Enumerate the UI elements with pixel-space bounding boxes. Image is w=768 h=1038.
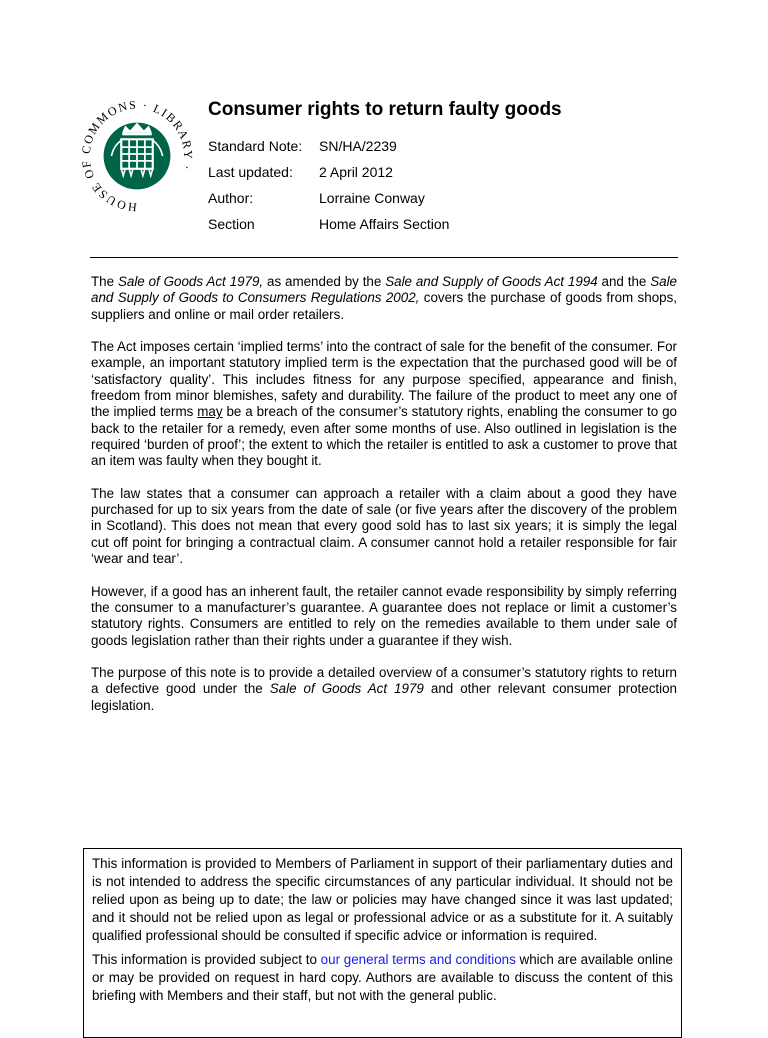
meta-value: 2 April 2012 bbox=[319, 164, 393, 180]
text-run: as amended by the bbox=[263, 274, 386, 289]
underlined-term: may bbox=[197, 404, 223, 420]
text-run: and other relevant consumer protection legislation. bbox=[91, 681, 678, 713]
meta-row-section bbox=[208, 214, 449, 240]
meta-label: Author: bbox=[208, 190, 254, 206]
text-run: and the bbox=[597, 274, 651, 289]
meta-label: Last updated: bbox=[208, 164, 293, 180]
page-title: Consumer rights to return faulty goods bbox=[208, 99, 562, 120]
paragraph-5 bbox=[91, 665, 677, 714]
meta-value: SN/HA/2239 bbox=[319, 138, 397, 154]
text-run: The Act imposes certain ‘implied terms’ into the contract of sale for the benefit of the consumer. For example, an important statutory implied term is the expectation that the purchased good will be of ‘satisfactory quality’. This includes fitness for any purpose specified, appearance and finish, freedom from minor blemishes, safety and durability. The failure of the product to meet any one of the implied terms bbox=[91, 339, 677, 420]
text-run: The bbox=[91, 274, 118, 289]
meta-row-author bbox=[208, 188, 449, 214]
meta-row-last-updated bbox=[208, 162, 449, 188]
logo-ring-text: HOUSE OF COMMONS · LIBRARY · bbox=[78, 97, 196, 215]
paragraph-1 bbox=[91, 274, 677, 323]
text-run: be a breach of the consumer’s statutory rights, enabling the consumer to go back to the retailer for a remedy, even after some months of use. Also outlined in legislation is the required ‘burden of proof’; the extent to which the retailer is entitled to ask a customer to prove that an item was faulty when they bought it. bbox=[91, 404, 677, 469]
paragraph-3: The law states that a consumer can approach a retailer with a claim about a good they have purchased for up to six years from the date of sale (or five years after the discovery of the problem in Scotland). This does not mean that every good sold has to last six years; it is simply the legal cut off point for bringing a contractual claim. A consumer cannot hold a retailer responsible for fair ‘wear and tear’. bbox=[91, 485, 677, 567]
text-run: This information is provided subject to bbox=[92, 952, 321, 967]
meta-value: Lorraine Conway bbox=[319, 190, 425, 206]
paragraph-4: However, if a good has an inherent fault, the retailer cannot evade responsibility by simply referring the consumer to a manufacturer’s guarantee. A guarantee does not replace or limit a customer’s statutory rights. Consumers are entitled to rely on the remedies available to them under sale of goods legislation rather than their rights under a guarantee if they wish. bbox=[91, 583, 677, 648]
paragraph-2 bbox=[91, 339, 677, 469]
act-title: Sale of Goods Act 1979 bbox=[269, 681, 424, 697]
text-run: which are available online or may be provided on request in hard copy. Authors are available to discuss the content of this briefing with Members and their staff, but not with the general public. bbox=[92, 952, 673, 1003]
meta-label: Standard Note: bbox=[208, 138, 303, 154]
meta-label: Section bbox=[208, 216, 255, 232]
regulation-title: Sale and Supply of Goods to Consumers Regulations 2002, bbox=[91, 274, 678, 306]
act-title: Sale and Supply of Goods Act 1994 bbox=[385, 274, 598, 289]
terms-and-conditions-link[interactable]: our general terms and conditions bbox=[320, 952, 516, 967]
summary-body bbox=[91, 274, 677, 730]
terms-paragraph bbox=[92, 951, 673, 1005]
disclaimer-paragraph: This information is provided to Members of Parliament in support of their parliamentary duties and is not intended to address the specific circumstances of any particular individual. It should not be relied upon as being up to date; the law or policies may have changed since it was last updated; and it should not be relied upon as legal or professional advice or as a substitute for it. A suitably qualified professional should be consulted if specific advice or information is required. bbox=[92, 856, 673, 943]
text-run: The purpose of this note is to provide a detailed overview of a consumer’s statutory rights to return a defective good under the bbox=[91, 665, 677, 697]
house-of-commons-library-logo bbox=[78, 97, 196, 215]
header-divider bbox=[90, 257, 678, 258]
disclaimer-box bbox=[83, 848, 682, 1038]
act-title: Sale of Goods Act 1979, bbox=[117, 274, 264, 289]
text-run: covers the purchase of goods from shops, suppliers and online or mail order retailers. bbox=[91, 290, 677, 322]
note-metadata bbox=[208, 136, 449, 240]
meta-value: Home Affairs Section bbox=[319, 216, 450, 232]
meta-row-standard-note bbox=[208, 136, 449, 162]
